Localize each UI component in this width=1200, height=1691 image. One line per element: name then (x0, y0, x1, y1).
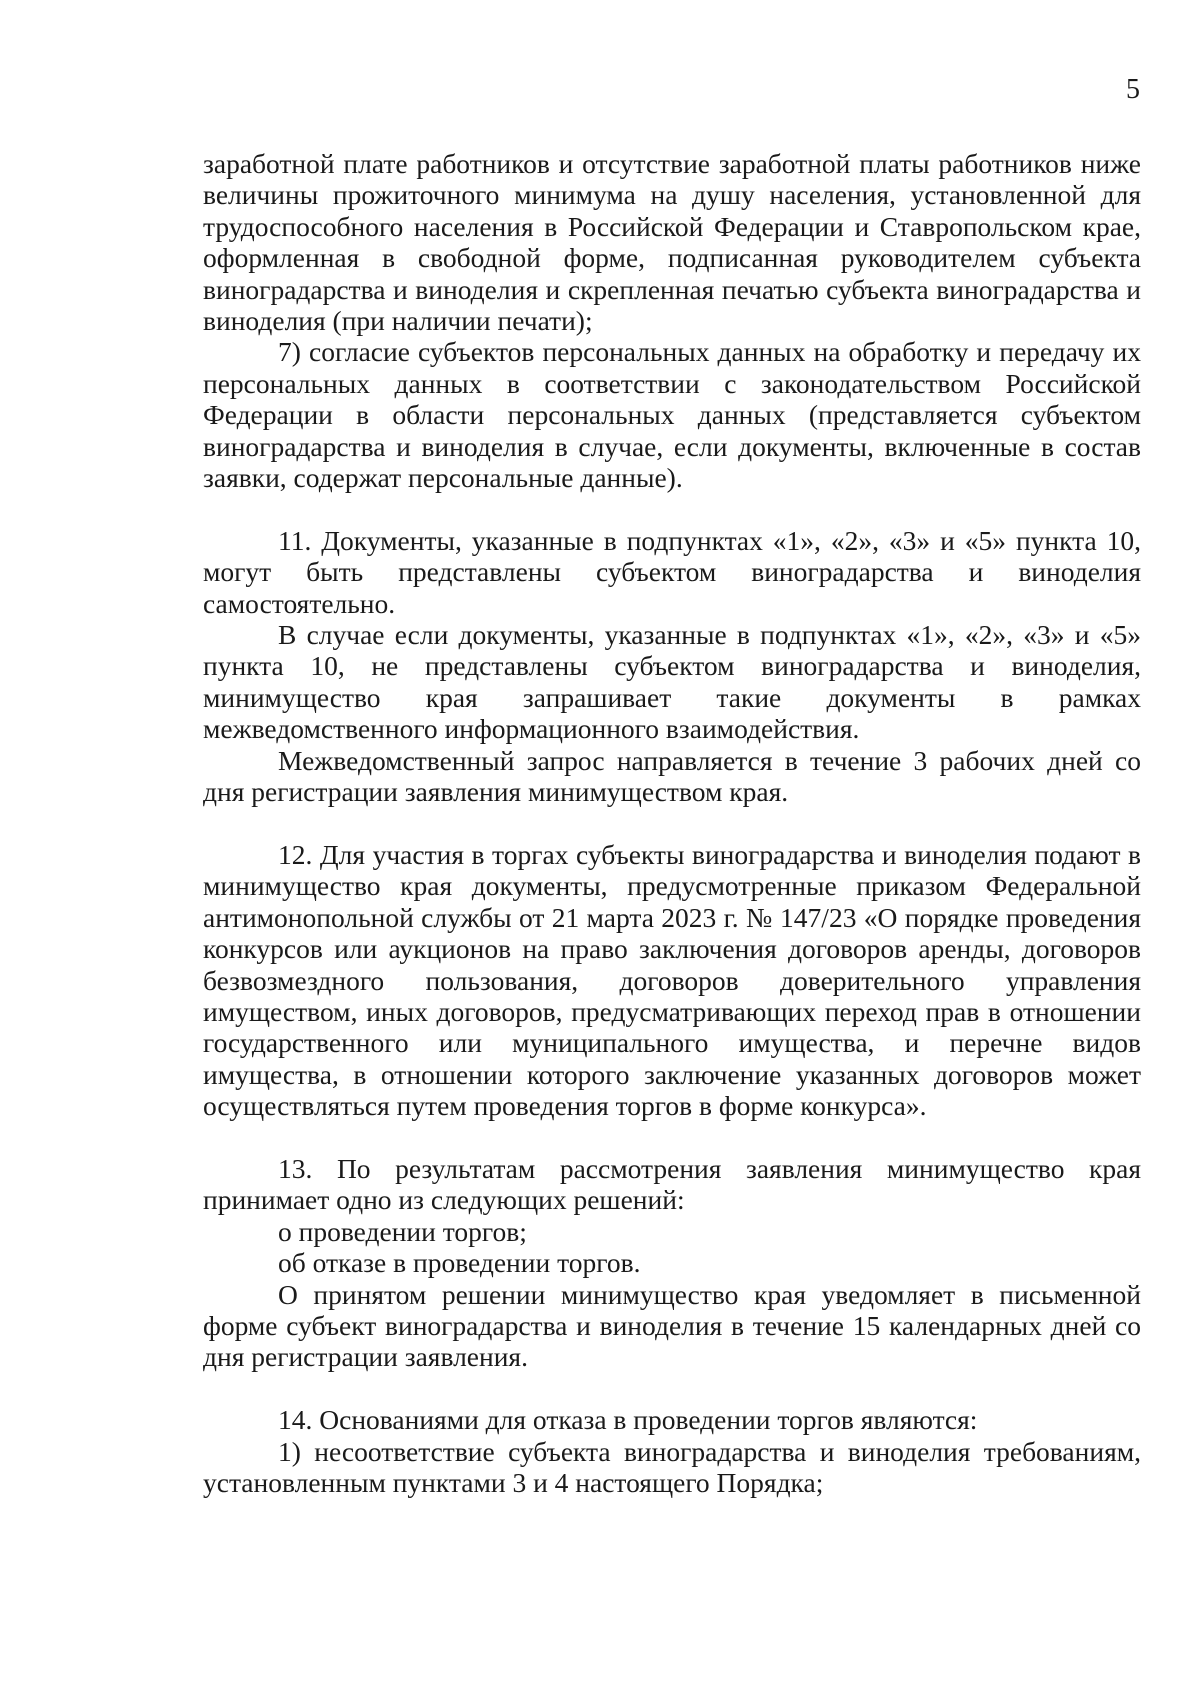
page-number: 5 (1126, 74, 1140, 105)
paragraph-gap (203, 808, 1141, 839)
paragraph-clause-11-request: Межведомственный запрос направляется в течение 3 рабочих дней со дня регистрации заявления минимуществом края. (203, 744, 1141, 808)
paragraph-gap (203, 1122, 1141, 1153)
paragraph-clause-13: 13. По результатам рассмотрения заявления минимущество края принимает одно из следующих решений: (203, 1152, 1141, 1216)
document-body (203, 148, 1141, 1498)
paragraph-clause-13-notice: О принятом решении минимущество края уведомляет в письменной форме субъект виноградарства и виноделия в течение 15 календарных дней со дня регистрации заявления. (203, 1278, 1141, 1373)
paragraph-gap (203, 1373, 1141, 1404)
paragraph-decision-refuse: об отказе в проведении торгов. (278, 1247, 641, 1279)
paragraph-clause-12: 12. Для участия в торгах субъекты виноградарства и виноделия подают в минимущество края документы, предусмотренные приказом Федеральной антимонопольной службы от 21 марта 2023 г. № 147/23 «О порядке проведения конкурсов или аукционов на право заключения договоров аренды, договоров безвозмездного пользования, договоров доверительного управления имуществом, иных договоров, предусматривающих переход прав в отношении государственного или муниципального имущества, и перечне видов имущества, в отношении которого заключение указанных договоров может осуществляться путем проведения торгов в форме конкурса». (203, 838, 1141, 1122)
paragraph-clause-11: 11. Документы, указанные в подпунктах «1», «2», «3» и «5» пункта 10, могут быть представлены субъектом виноградарства и виноделия самостоятельно. (203, 524, 1141, 619)
paragraph-clause-11-case: В случае если документы, указанные в подпунктах «1», «2», «3» и «5» пункта 10, не представлены субъектом виноградарства и виноделия, минимущество края запрашивает такие документы в рамках межведомственного информационного взаимодействия. (203, 619, 1141, 745)
paragraph-clause-14: 14. Основаниями для отказа в проведении торгов являются: (278, 1404, 978, 1436)
paragraph-continuation: заработной плате работников и отсутствие заработной платы работников ниже величины прожиточного минимума на душу населения, установленной для трудоспособного населения в Российской Федерации и Ставропольском крае, оформленная в свободной форме, подписанная руководителем субъекта виноградарства и виноделия и скрепленная печатью субъекта виноградарства и виноделия (при наличии печати); (203, 148, 1141, 337)
paragraph-gap (203, 493, 1141, 524)
paragraph-clause-14-item-1: 1) несоответствие субъекта виноградарства и виноделия требованиям, установленным пунктами 3 и 4 настоящего Порядка; (203, 1435, 1141, 1498)
paragraph-decision-hold: о проведении торгов; (278, 1215, 527, 1247)
paragraph-item-7: 7) согласие субъектов персональных данных на обработку и передачу их персональных данных в соответствии с законодательством Российской Федерации в области персональных данных (представляется субъектом виноградарства и виноделия в случае, если документы, включенные в состав заявки, содержат персональные данные). (203, 336, 1141, 494)
